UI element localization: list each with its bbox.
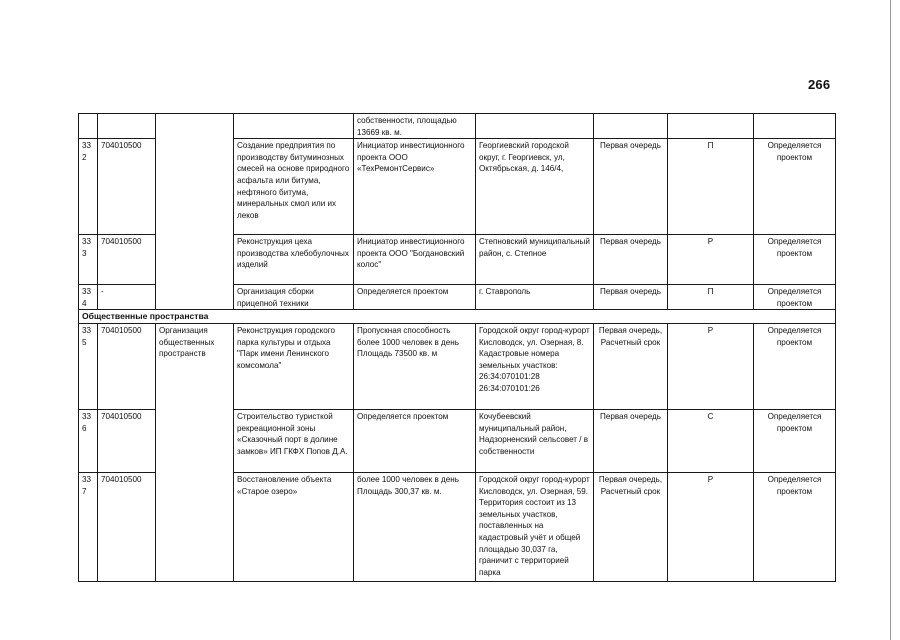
cell-name: Создание предприятия по производству битуминозных смесей на основе природного асфальта или битума, нефтяного битума, минеральных смол или их леков	[234, 139, 354, 235]
cell-parameters: более 1000 человек в день Площадь 300,37 кв. м.	[354, 472, 476, 581]
table-row	[79, 323, 836, 409]
cell-parameters: собственности, площадью 13669 кв. м.	[354, 114, 476, 139]
cell-num: 332	[79, 139, 98, 235]
cell-parameters: Определяется проектом	[354, 285, 476, 310]
cell-num: 333	[79, 235, 98, 285]
cell-code: 704010500	[98, 472, 156, 581]
cell-status: П	[668, 139, 754, 235]
cell-code	[98, 114, 156, 139]
cell-code: 704010500	[98, 323, 156, 409]
cell-num: 334	[79, 285, 98, 310]
cell-num: 335	[79, 323, 98, 409]
cell-name: Реконструкция цеха производства хлебобулочных изделий	[234, 235, 354, 285]
cell-term: Первая очередь, Расчетный срок	[594, 323, 668, 409]
cell-group	[156, 285, 234, 310]
cell-group	[156, 472, 234, 581]
page-number: 266	[808, 77, 831, 92]
cell-name: Организация сборки прицепной техники	[234, 285, 354, 310]
cell-status	[668, 114, 754, 139]
cell-location: Городской округ город-курорт Кисловодск, ул. Озерная, 59. Территория состоит из 13 земельных участков, поставленных на кадастровый учёт и общей площадью 30,037 га, граничит с территорией парка	[476, 472, 594, 581]
cell-name: Реконструкция городского парка культуры и отдыха "Парк имени Ленинского комсомола"	[234, 323, 354, 409]
section-title: Общественные пространства	[79, 310, 836, 324]
cell-code: 704010500	[98, 409, 156, 472]
cell-location: Степновский муниципальный район, с. Степное	[476, 235, 594, 285]
cell-parameters: Инициатор инвестиционного проекта ООО "Богдановский колос"	[354, 235, 476, 285]
cell-zone: Определяется проектом	[754, 285, 836, 310]
cell-num: 337	[79, 472, 98, 581]
cell-location: Георгиевский городской округ, г. Георгиевск, ул, Октябрьская, д. 146/4,	[476, 139, 594, 235]
section-header-row	[79, 310, 836, 324]
cell-num	[79, 114, 98, 139]
cell-status: С	[668, 409, 754, 472]
continuation-row	[79, 114, 836, 139]
cell-group	[156, 409, 234, 472]
cell-group	[156, 114, 234, 139]
cell-zone	[754, 114, 836, 139]
table-row	[79, 139, 836, 235]
cell-location: г. Ставрополь	[476, 285, 594, 310]
cell-term	[594, 114, 668, 139]
cell-location: Городской округ город-курорт Кисловодск, ул. Озерная, 8. Кадастровые номера земельных участков: 26:34:070101:28 26:34:070101:26	[476, 323, 594, 409]
page-edge-divider	[890, 0, 891, 640]
cell-term: Первая очередь	[594, 285, 668, 310]
cell-num: 336	[79, 409, 98, 472]
cell-term: Первая очередь	[594, 235, 668, 285]
cell-code: 704010500	[98, 235, 156, 285]
cell-status: Р	[668, 472, 754, 581]
cell-name: Восстановление объекта «Старое озеро»	[234, 472, 354, 581]
cell-location	[476, 114, 594, 139]
cell-name	[234, 114, 354, 139]
cell-parameters: Определяется проектом	[354, 409, 476, 472]
cell-zone: Определяется проектом	[754, 409, 836, 472]
cell-status: Р	[668, 235, 754, 285]
table-row	[79, 285, 836, 310]
cell-group	[156, 235, 234, 285]
table-row	[79, 235, 836, 285]
cell-term: Первая очередь, Расчетный срок	[594, 472, 668, 581]
registry-table	[78, 113, 836, 582]
cell-zone: Определяется проектом	[754, 139, 836, 235]
cell-zone: Определяется проектом	[754, 472, 836, 581]
cell-zone: Определяется проектом	[754, 323, 836, 409]
cell-term: Первая очередь	[594, 139, 668, 235]
table-row	[79, 409, 836, 472]
cell-code: -	[98, 285, 156, 310]
cell-status: Р	[668, 323, 754, 409]
cell-name: Строительство туристкой рекреационной зоны «Сказочный порт в долине замков» ИП ГКФХ Попов Д.А.	[234, 409, 354, 472]
cell-group	[156, 139, 234, 235]
cell-parameters: Пропускная способность более 1000 человек в день Площадь 73500 кв. м	[354, 323, 476, 409]
cell-parameters: Инициатор инвестиционного проекта ООО «ТехРемонтСервис»	[354, 139, 476, 235]
cell-status: П	[668, 285, 754, 310]
cell-term: Первая очередь	[594, 409, 668, 472]
cell-location: Кочубеевский муниципальный район, Надзорненский сельсовет / в собственности	[476, 409, 594, 472]
cell-zone: Определяется проектом	[754, 235, 836, 285]
cell-code: 704010500	[98, 139, 156, 235]
table-row	[79, 472, 836, 581]
cell-group: Организация общественных пространств	[156, 323, 234, 409]
